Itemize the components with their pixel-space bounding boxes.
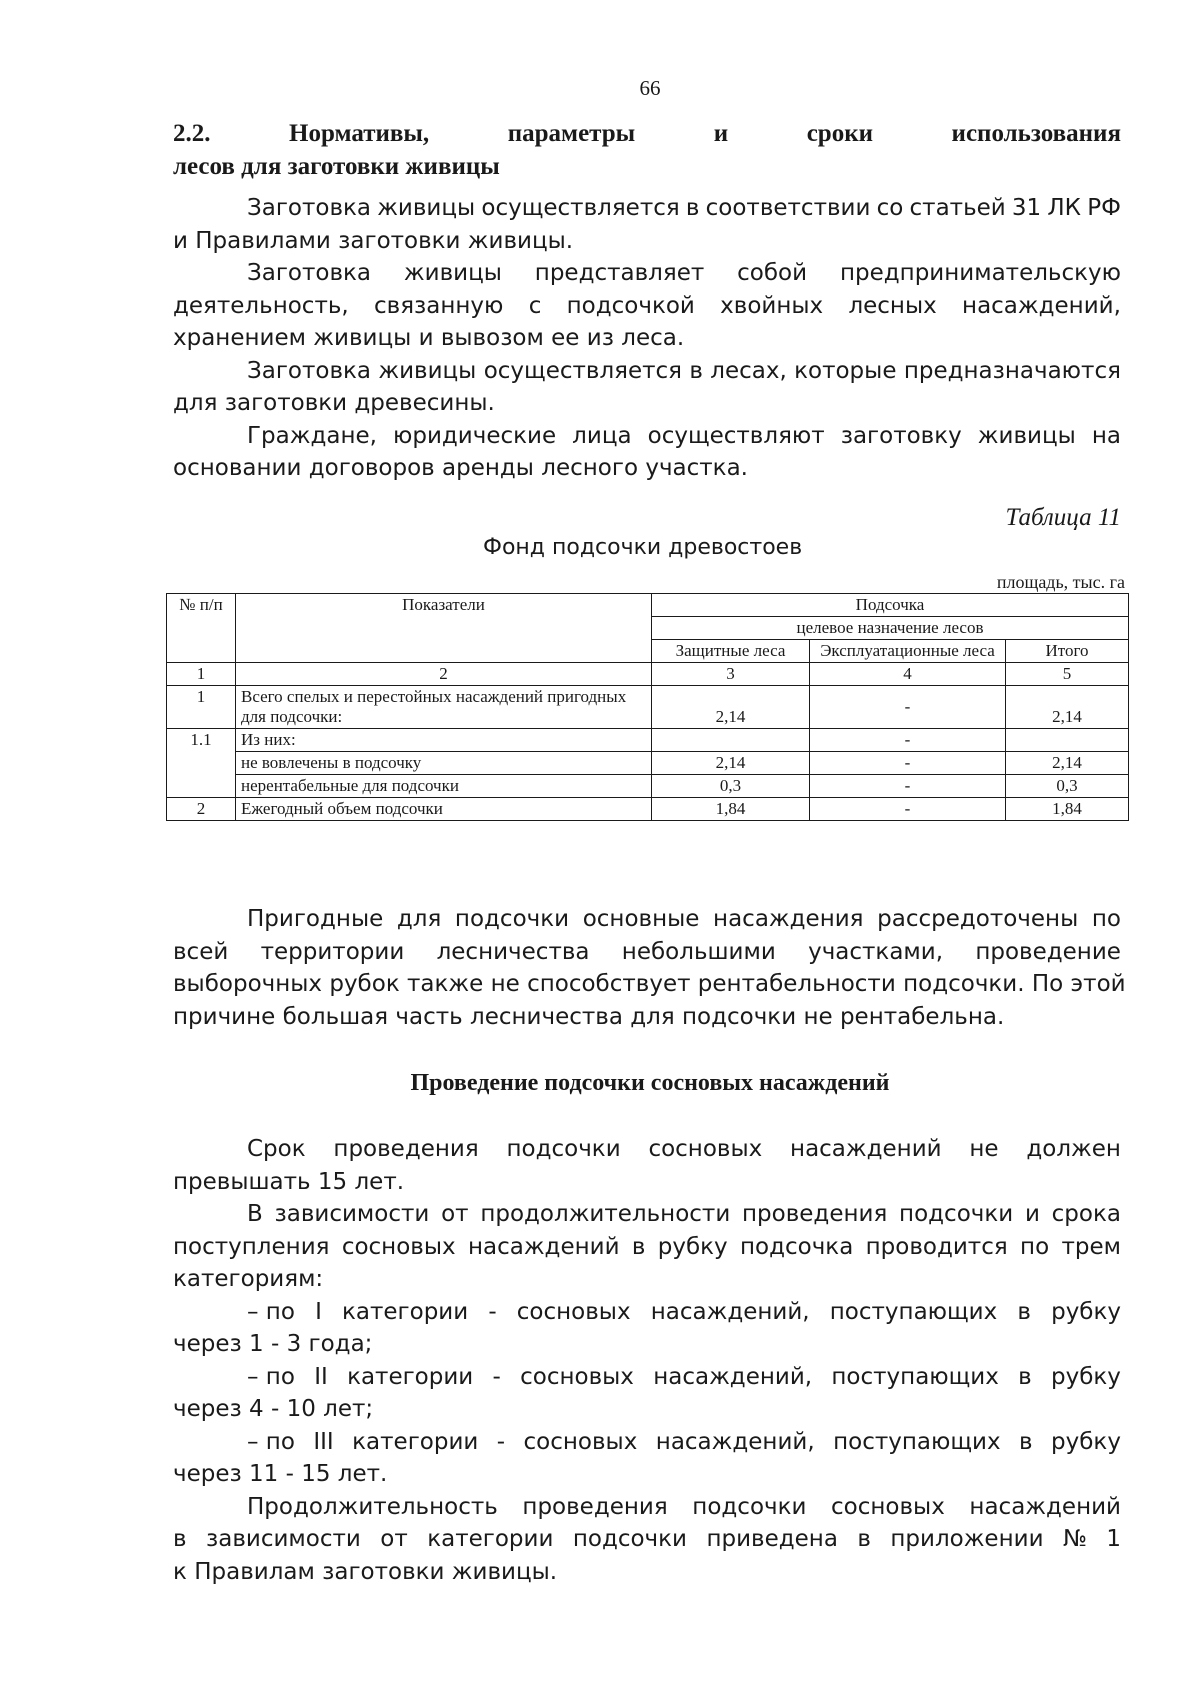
word: предназначаются (903, 357, 1121, 384)
word: проводится (865, 1233, 1008, 1260)
column-number-row (167, 663, 1129, 686)
word: – по (247, 1428, 295, 1455)
word: ЛК (1047, 195, 1082, 221)
word: хвойных (720, 292, 824, 319)
row-num: 1.1 (167, 729, 236, 798)
word: категории (347, 1363, 474, 1390)
category-1-line-1 (173, 1296, 1121, 1329)
word: лица (572, 422, 632, 449)
word: сосновых (516, 1298, 631, 1325)
word: в (173, 1526, 187, 1552)
word: категории (427, 1526, 554, 1552)
word: для (396, 906, 442, 932)
word: сосновых (341, 1233, 456, 1260)
word: рубку (1051, 1298, 1121, 1325)
word: лесных (848, 292, 937, 319)
row-name: Ежегодный объем подсочки (236, 798, 652, 821)
word: насаждения (713, 906, 864, 932)
cell-protective: 1,84 (652, 798, 810, 821)
tapping-fund-table (166, 593, 1129, 821)
word: сосновых (648, 1136, 763, 1162)
word: от (441, 1201, 469, 1227)
word: I (315, 1298, 322, 1325)
word: юридические (392, 422, 557, 449)
after-table-line-2 (173, 936, 1121, 969)
word: подсочка (739, 1233, 854, 1260)
word: осуществляется (481, 195, 680, 221)
header-num: № п/п (167, 594, 236, 663)
col-number: 3 (652, 663, 810, 686)
word: проведения (333, 1136, 479, 1162)
cell-exploitation: - (810, 686, 1006, 729)
word: 1 (1106, 1526, 1121, 1552)
word: лесничества (436, 938, 590, 965)
cell-exploitation: - (810, 798, 1006, 821)
word: сосновых (831, 1493, 945, 1520)
word: живицы (378, 357, 477, 384)
intro-paragraph-1-line-1 (173, 192, 1121, 225)
after-table-line-3: выборочных рубок также не способствует рентабельности подсочки. По этой (173, 971, 1126, 997)
word: Продолжительность (247, 1493, 498, 1520)
word: которые (794, 357, 897, 384)
word: Заготовка (247, 357, 372, 384)
row-name: Из них: (236, 729, 652, 752)
word: живицы (377, 195, 476, 221)
intro-paragraph-2-line-3: хранением живицы и вывозом ее из леса. (173, 325, 685, 351)
word: собой (737, 260, 808, 286)
word: подсочки (692, 1493, 807, 1520)
word: должен (1026, 1136, 1121, 1162)
word: проведения (522, 1493, 668, 1520)
word: и (1024, 1201, 1040, 1227)
word: Заготовка (247, 260, 372, 286)
category-1-line-2: через 1 - 3 года; (173, 1331, 373, 1357)
cell-protective: 0,3 (652, 775, 810, 798)
header-protective: Защитные леса (652, 640, 810, 663)
col-number: 4 (810, 663, 1006, 686)
cell-total (1006, 729, 1129, 752)
cell-protective (652, 729, 810, 752)
word: приложении (890, 1526, 1044, 1552)
page-number: 66 (639, 76, 661, 100)
word: и (713, 120, 729, 147)
intro-paragraph-4-line-2: основании договоров аренды лесного участка. (173, 455, 748, 481)
word: – по (247, 1363, 295, 1390)
col-number: 1 (167, 663, 236, 686)
word: всей (173, 938, 229, 965)
subsection-paragraph-3-line-3: к Правилам заготовки живицы. (173, 1558, 558, 1585)
word: зависимости (206, 1526, 361, 1552)
subsection-paragraph-3-line-2 (173, 1523, 1121, 1556)
table-header-row (167, 594, 1129, 617)
intro-paragraph-2-line-2 (173, 290, 1121, 323)
word: сосновых (520, 1363, 634, 1390)
section-title-line-2: лесов для заготовки живицы (173, 153, 500, 180)
cell-total: 1,84 (1006, 798, 1129, 821)
word: от (380, 1526, 408, 1552)
cell-total: 0,3 (1006, 775, 1129, 798)
cell-total: 2,14 (1006, 752, 1129, 775)
table-row (167, 729, 1129, 752)
word: со (876, 195, 904, 221)
cell-total: 2,14 (1006, 686, 1129, 729)
word: № (1062, 1526, 1087, 1552)
table-row (167, 775, 1129, 798)
word: насаждений (969, 1493, 1121, 1520)
word: в (689, 357, 703, 384)
header-indicators: Показатели (236, 594, 652, 663)
word: категории (342, 1298, 469, 1325)
category-2-line-2: через 4 - 10 лет; (173, 1396, 374, 1422)
category-3-line-1 (173, 1426, 1121, 1459)
intro-paragraph-3-line-1 (173, 355, 1121, 388)
word: насаждений, (650, 1298, 810, 1325)
subsection-paragraph-2-line-3: категориям: (173, 1266, 324, 1292)
section-title-line-1 (173, 117, 1121, 150)
word: II (314, 1363, 328, 1390)
word: поступающих (833, 1428, 1001, 1455)
after-table-text (173, 903, 1126, 1033)
section-title (173, 117, 1121, 183)
word: - (492, 1363, 501, 1390)
word: рассредоточены (877, 906, 1079, 932)
word: предпринимательскую (839, 260, 1121, 286)
header-total: Итого (1006, 640, 1129, 663)
word: статьей (909, 195, 1006, 221)
after-table-line-4: причине большая часть лесничества для подсочки не рентабельна. (173, 1003, 1005, 1030)
word: по (1020, 1233, 1050, 1260)
word: насаждений, (962, 292, 1121, 319)
col-number: 2 (236, 663, 652, 686)
cell-protective: 2,14 (652, 752, 810, 775)
word: - (488, 1298, 497, 1325)
word: представляет (534, 260, 705, 286)
table-row (167, 686, 1129, 729)
word: на (1091, 422, 1121, 449)
word: продолжительности (480, 1201, 731, 1227)
intro-paragraph-1-line-2: и Правилами заготовки живицы. (173, 227, 574, 254)
header-tapping: Подсочка (652, 594, 1129, 617)
word: сроки (806, 120, 873, 147)
word: сосновых (523, 1428, 638, 1455)
word: категории (352, 1428, 479, 1455)
word: Пригодные (247, 906, 384, 932)
word: соответствии (705, 195, 871, 221)
cell-exploitation: - (810, 729, 1006, 752)
category-2-line-1 (173, 1361, 1121, 1394)
word: – по (247, 1298, 295, 1325)
word: участками, (808, 938, 944, 965)
subsection-paragraph-3-line-1 (173, 1491, 1121, 1524)
word: подсочки (506, 1136, 621, 1162)
word: III (313, 1428, 334, 1455)
word: 2.2. (173, 120, 211, 147)
word: проведение (975, 938, 1121, 965)
word: Граждане, (247, 422, 377, 449)
word: осуществляют (647, 422, 825, 449)
word: подсочки (899, 1201, 1014, 1227)
table-caption: Таблица 11 (1005, 504, 1121, 531)
subsection-paragraph-2-line-1 (173, 1198, 1121, 1231)
word: заготовку (840, 422, 962, 449)
row-num: 2 (167, 798, 236, 821)
word: в (685, 195, 700, 221)
cell-protective: 2,14 (652, 686, 810, 729)
intro-paragraph-2-line-1 (173, 257, 1121, 290)
word: рубку (657, 1233, 728, 1260)
word: в (1019, 1428, 1033, 1455)
word: в (1018, 1363, 1032, 1390)
table-title: Фонд подсочки древостоев (483, 535, 803, 560)
word: Заготовка (247, 195, 372, 221)
word: насаждений, (653, 1363, 813, 1390)
subsection-paragraph-1-line-2: превышать 15 лет. (173, 1168, 405, 1195)
subsection-text (173, 1133, 1121, 1588)
word: приведена (706, 1526, 838, 1552)
word: - (496, 1428, 506, 1455)
row-name: нерентабельные для подсочки (236, 775, 652, 798)
word: срока (1051, 1201, 1121, 1227)
col-number: 5 (1006, 663, 1129, 686)
word: рубку (1051, 1363, 1121, 1390)
word: территории (260, 938, 405, 965)
row-name: Всего спелых и перестойных насаждений пригодных для подсочки: (236, 686, 652, 729)
word: проведения (742, 1201, 888, 1227)
word: зависимости (274, 1201, 430, 1227)
word: подсочки (454, 906, 570, 932)
word: по (1091, 906, 1121, 932)
word: лесах, (710, 357, 787, 384)
header-purpose: целевое назначение лесов (652, 617, 1129, 640)
row-num: 1 (167, 686, 236, 729)
word: в (857, 1526, 871, 1552)
header-exploitation: Эксплуатационные леса (810, 640, 1006, 663)
word: насаждений, (655, 1428, 815, 1455)
word: параметры (507, 120, 636, 147)
intro-paragraph-4-line-1 (173, 420, 1121, 453)
subsection-paragraph-1-line-1 (173, 1133, 1121, 1166)
subsection-title: Проведение подсочки сосновых насаждений (410, 1070, 890, 1096)
subsection-paragraph-2-line-2 (173, 1231, 1121, 1264)
word: рубку (1051, 1428, 1121, 1455)
word: в (1017, 1298, 1031, 1325)
word: осуществляется (483, 357, 683, 384)
word: насаждений (467, 1233, 620, 1260)
table-row (167, 752, 1129, 775)
word: поступающих (829, 1298, 998, 1325)
word: деятельность, (173, 292, 349, 319)
word: В (247, 1201, 263, 1227)
word: использования (951, 120, 1121, 147)
word: с (528, 292, 542, 319)
intro-text (173, 192, 1121, 485)
word: насаждений (790, 1136, 942, 1162)
cell-exploitation: - (810, 775, 1006, 798)
word: живицы (403, 260, 502, 286)
word: небольшими (621, 938, 776, 965)
word: Нормативы, (289, 120, 430, 147)
word: живицы (977, 422, 1076, 449)
word: основные (582, 906, 700, 932)
word: поступления (173, 1233, 330, 1260)
table-row (167, 798, 1129, 821)
word: 31 (1011, 195, 1042, 221)
intro-paragraph-3-line-2: для заготовки древесины. (173, 390, 495, 416)
row-name: не вовлечены в подсочку (236, 752, 652, 775)
word: подсочки (572, 1526, 687, 1552)
word: РФ (1087, 195, 1121, 221)
word: Срок (247, 1136, 306, 1162)
after-table-line-1 (173, 903, 1121, 936)
cell-exploitation: - (810, 752, 1006, 775)
table-units: площадь, тыс. га (996, 572, 1125, 592)
word: подсочкой (566, 292, 695, 319)
word: трем (1061, 1233, 1121, 1260)
category-3-line-2: через 11 - 15 лет. (173, 1461, 388, 1487)
word: поступающих (831, 1363, 999, 1390)
word: связанную (374, 292, 504, 319)
word: не (969, 1136, 999, 1162)
word: в (631, 1233, 646, 1260)
